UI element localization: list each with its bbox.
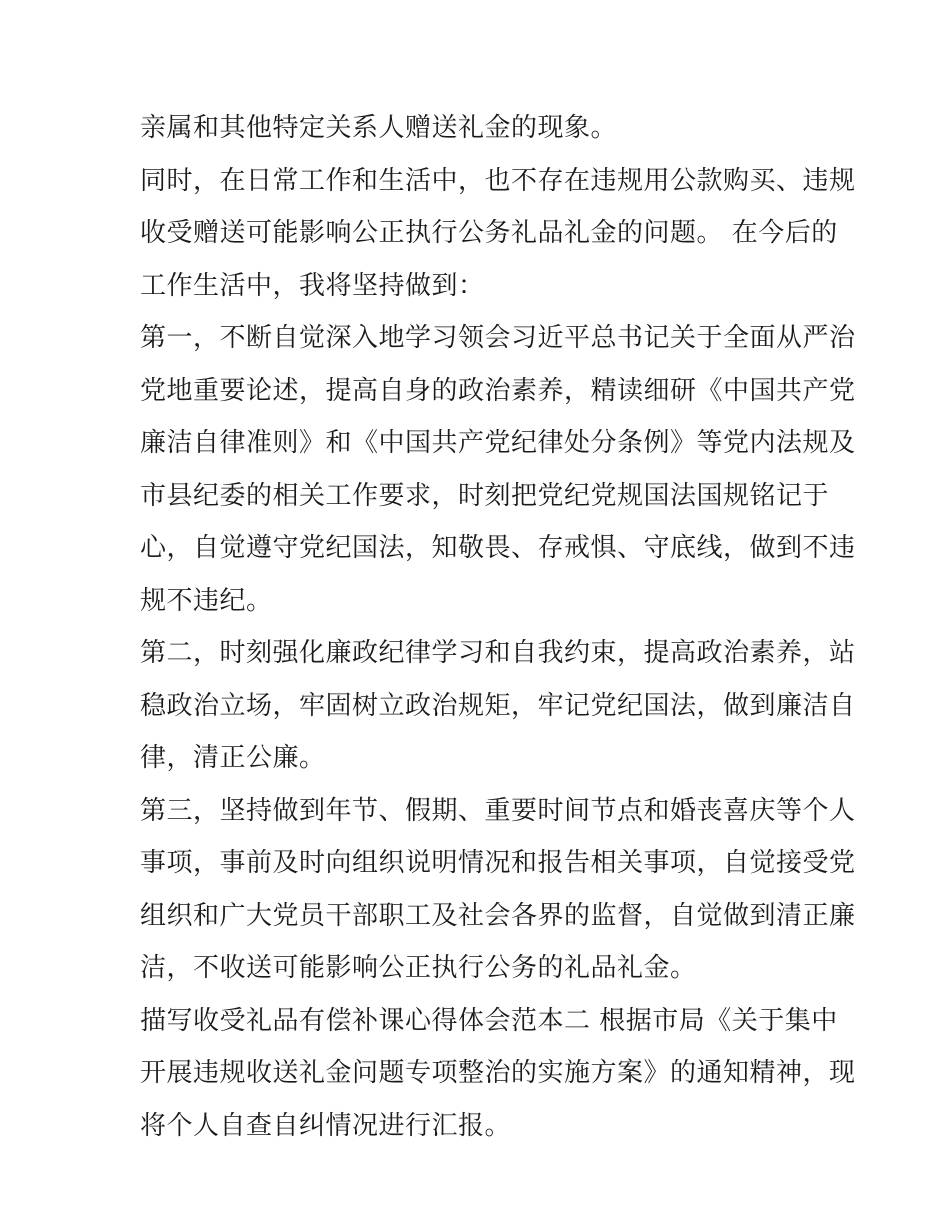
text-line: 亲属和其他特定关系人赠送礼金的现象。 [140, 113, 618, 143]
text-line: 收受赠送可能影响公正执行公务礼品礼金的问题。 在今后的 [140, 218, 838, 248]
text-line: 第三，坚持做到年节、假期、重要时间节点和婚丧喜庆等个人 [140, 795, 856, 826]
text-line: 将个人自查自纠情况进行汇报。 [140, 1110, 512, 1141]
text-line: 律，清正公廉。 [140, 743, 326, 773]
text-line: 洁，不收送可能影响公正执行公务的礼品礼金。 [140, 953, 697, 983]
text-line: 党地重要论述，提高自身的政治素养，精读细研《中国共产党 [140, 375, 856, 406]
document-body [140, 102, 856, 1152]
text-line: 廉洁自律准则》和《中国共产党纪律处分条例》等党内法规及 [140, 428, 856, 458]
text-line: 同时，在日常工作和生活中，也不存在违规用公款购买、违规 [140, 165, 856, 196]
text-line: 稳政治立场，牢固树立政治规矩，牢记党纪国法，做到廉洁自 [140, 690, 856, 721]
text-line: 心，自觉遵守党纪国法，知敬畏、存戒惧、守底线，做到不违 [140, 533, 856, 563]
text-line: 第一，不断自觉深入地学习领会习近平总书记关于全面从严治 [140, 323, 856, 353]
text-line: 组织和广大党员干部职工及社会各界的监督，自觉做到清正廉 [140, 900, 856, 931]
text-line: 工作生活中，我将坚持做到： [140, 270, 485, 301]
text-line: 开展违规收送礼金问题专项整治的实施方案》的通知精神，现 [140, 1058, 856, 1088]
text-line: 第二，时刻强化廉政纪律学习和自我约束，提高政治素养，站 [140, 638, 856, 668]
text-line: 描写收受礼品有偿补课心得体会范本二 根据市局《关于集中 [140, 1005, 838, 1036]
text-line: 规不违纪。 [140, 585, 273, 616]
text-line: 市县纪委的相关工作要求，时刻把党纪党规国法国规铭记于 [140, 480, 830, 511]
text-line: 事项，事前及时向组织说明情况和报告相关事项，自觉接受党 [140, 848, 856, 878]
